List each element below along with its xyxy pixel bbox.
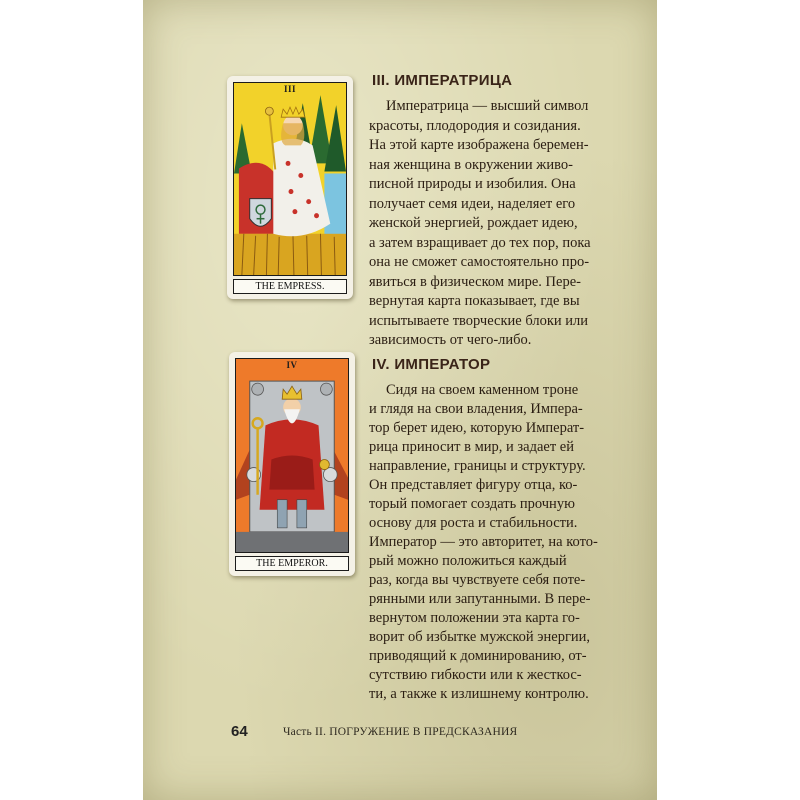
- empress-text-line: На этой карте изображена беремен-: [369, 137, 589, 153]
- empress-text-line: ная женщина в окружении живо-: [369, 156, 573, 173]
- page-number: 64: [231, 723, 248, 740]
- empress-card-artwork: [233, 82, 347, 276]
- emperor-text-line: и глядя на свои владения, Импера-: [369, 401, 583, 417]
- emperor-card-name: THE EMPEROR.: [235, 556, 349, 571]
- empress-text-line: она не сможет самостоятельно про-: [369, 254, 590, 270]
- emperor-card-numeral: IV: [286, 360, 298, 370]
- emperor-text-line: основу для роста и стабильности.: [369, 515, 578, 531]
- empress-illustration: [234, 83, 346, 275]
- empress-text-line: женской энергией, рождает идею,: [369, 215, 578, 231]
- empress-text-line: явиться в физическом мире. Пере-: [369, 273, 581, 290]
- emperor-card-artwork: [235, 358, 349, 553]
- emperor-text-line: ворит об избытке мужской энергии,: [369, 629, 591, 645]
- empress-card-name: THE EMPRESS.: [233, 279, 347, 294]
- emperor-text-line: тор берет идею, которую Императ-: [369, 420, 585, 436]
- emperor-text-line: рица приносит в мир, и задает ей: [369, 439, 574, 455]
- emperor-tarot-card: [229, 352, 355, 576]
- empress-tarot-card: [227, 76, 353, 299]
- emperor-text-line: вернутом положении эта карта го-: [369, 610, 580, 626]
- empress-text-line: а затем взращивает до тех пор, пока: [369, 234, 591, 251]
- emperor-text-line: направление, границы и структуру.: [369, 458, 586, 474]
- emperor-text-line: Сидя на своем каменном троне: [386, 382, 579, 398]
- emperor-text-line: приводящий к доминированию, от-: [369, 648, 587, 664]
- emperor-text-line: Император — это авторитет, на кото-: [369, 534, 598, 550]
- emperor-text-line: ти, а также к излишнему контролю.: [369, 686, 589, 702]
- emperor-text-line: раз, когда вы чувствуете себя поте-: [369, 572, 586, 588]
- empress-section-title: III. ИМПЕРАТРИЦА: [372, 72, 513, 89]
- emperor-illustration: [236, 359, 348, 552]
- emperor-text-line: сутствию гибкости или к жесткос-: [369, 667, 582, 683]
- emperor-section-title: IV. ИМПЕРАТОР: [372, 356, 491, 373]
- empress-text-line: получает семя идеи, наделяет его: [369, 195, 576, 212]
- empress-text-line: Императрица — высший символ: [386, 98, 589, 114]
- emperor-text-line: торый помогает создать прочную: [369, 496, 575, 512]
- empress-text-line: испытываете творческие блоки или: [369, 312, 589, 329]
- empress-card-numeral: III: [283, 84, 296, 94]
- emperor-text-line: Он представляет фигуру отца, ко-: [369, 477, 578, 493]
- empress-text-line: красоты, плодородия и созидания.: [369, 117, 581, 134]
- emperor-text-line: рый можно положиться каждый: [369, 553, 567, 569]
- empress-text-line: писной природы и изобилия. Она: [369, 176, 576, 192]
- empress-text-line: вернутая карта показывает, где вы: [369, 293, 580, 309]
- running-head: Часть II. ПОГРУЖЕНИЕ В ПРЕДСКАЗАНИЯ: [283, 726, 518, 738]
- empress-text-line: зависимость от чего-либо.: [369, 332, 532, 348]
- emperor-text-line: рянными или запутанными. В пере-: [369, 591, 591, 607]
